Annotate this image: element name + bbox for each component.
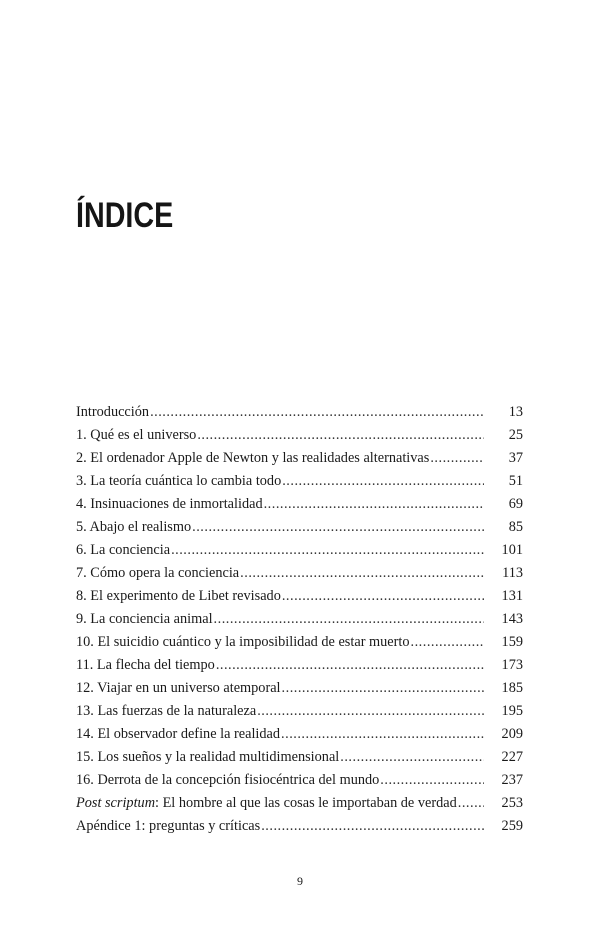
dot-leader bbox=[150, 401, 484, 424]
toc-entry bbox=[76, 677, 523, 700]
dot-leader bbox=[197, 424, 484, 447]
toc-entry bbox=[76, 424, 523, 447]
dot-leader bbox=[282, 585, 484, 608]
toc-entry bbox=[76, 493, 523, 516]
toc-entry-title: 2. El ordenador Apple de Newton y las realidades alternativas bbox=[76, 450, 430, 466]
dot-leader bbox=[340, 746, 484, 769]
table-of-contents bbox=[76, 401, 523, 838]
toc-entry-title-rest: : El hombre al que las cosas le importaban de verdad bbox=[155, 795, 457, 811]
toc-entry-page: 69 bbox=[508, 496, 523, 512]
toc-entry-title: 1. Qué es el universo bbox=[76, 427, 197, 443]
toc-entry-title: 10. El suicidio cuántico y la imposibilidad de estar muerto bbox=[76, 634, 410, 650]
toc-entry-page: 101 bbox=[501, 542, 523, 558]
toc-entry-page: 253 bbox=[501, 795, 523, 811]
toc-entry-title: 7. Cómo opera la conciencia bbox=[76, 565, 240, 581]
toc-entry bbox=[76, 401, 523, 424]
page-title: ÍNDICE bbox=[76, 196, 174, 235]
toc-entry-page: 37 bbox=[508, 450, 523, 466]
toc-entry-title: 8. El experimento de Libet revisado bbox=[76, 588, 281, 604]
toc-entry-title-italic: Post scriptum bbox=[76, 795, 156, 811]
dot-leader bbox=[380, 769, 484, 792]
toc-entry bbox=[76, 470, 523, 493]
toc-entry bbox=[76, 631, 523, 654]
toc-entry-page: 13 bbox=[508, 404, 523, 420]
toc-entry-page: 173 bbox=[501, 657, 523, 673]
toc-entry-page: 227 bbox=[501, 749, 523, 765]
dot-leader bbox=[458, 792, 484, 815]
toc-entry-page: 85 bbox=[508, 519, 523, 535]
dot-leader bbox=[282, 677, 484, 700]
toc-entry-title: 3. La teoría cuántica lo cambia todo bbox=[76, 473, 282, 489]
toc-entry bbox=[76, 815, 523, 838]
dot-leader bbox=[282, 470, 484, 493]
toc-entry-title: 12. Viajar en un universo atemporal bbox=[76, 680, 281, 696]
toc-entry-title: 5. Abajo el realismo bbox=[76, 519, 192, 535]
toc-entry-title: Introducción bbox=[76, 404, 150, 420]
toc-entry-title: 4. Insinuaciones de inmortalidad bbox=[76, 496, 263, 512]
toc-entry bbox=[76, 654, 523, 677]
dot-leader bbox=[257, 700, 484, 723]
dot-leader bbox=[430, 447, 484, 470]
toc-entry bbox=[76, 516, 523, 539]
toc-entry-page: 131 bbox=[501, 588, 523, 604]
toc-entry bbox=[76, 792, 523, 815]
dot-leader bbox=[216, 654, 484, 677]
toc-entry-page: 143 bbox=[501, 611, 523, 627]
toc-entry bbox=[76, 608, 523, 631]
dot-leader bbox=[411, 631, 484, 654]
dot-leader bbox=[261, 815, 484, 838]
toc-entry-page: 51 bbox=[508, 473, 523, 489]
toc-entry-title: 9. La conciencia animal bbox=[76, 611, 213, 627]
toc-entry bbox=[76, 562, 523, 585]
toc-entry-title: 11. La flecha del tiempo bbox=[76, 657, 215, 673]
dot-leader bbox=[171, 539, 484, 562]
toc-entry bbox=[76, 539, 523, 562]
toc-entry-title: 14. El observador define la realidad bbox=[76, 726, 281, 742]
dot-leader bbox=[240, 562, 484, 585]
toc-entry-title: 13. Las fuerzas de la naturaleza bbox=[76, 703, 257, 719]
toc-entry bbox=[76, 700, 523, 723]
dot-leader bbox=[192, 516, 484, 539]
toc-entry-page: 159 bbox=[501, 634, 523, 650]
toc-entry-page: 237 bbox=[501, 772, 523, 788]
toc-entry-title bbox=[76, 792, 457, 815]
toc-entry-title: 16. Derrota de la concepción fisiocéntrica del mundo bbox=[76, 772, 380, 788]
toc-entry-page: 209 bbox=[501, 726, 523, 742]
toc-entry bbox=[76, 585, 523, 608]
page-number: 9 bbox=[297, 874, 303, 888]
toc-entry bbox=[76, 723, 523, 746]
dot-leader bbox=[281, 723, 484, 746]
dot-leader bbox=[264, 493, 484, 516]
dot-leader bbox=[214, 608, 484, 631]
toc-entry-page: 25 bbox=[508, 427, 523, 443]
toc-entry-page: 185 bbox=[501, 680, 523, 696]
toc-entry bbox=[76, 447, 523, 470]
toc-entry-title: 15. Los sueños y la realidad multidimensional bbox=[76, 749, 340, 765]
toc-entry bbox=[76, 769, 523, 792]
toc-entry-page: 113 bbox=[502, 565, 523, 581]
toc-entry-title: Apéndice 1: preguntas y críticas bbox=[76, 818, 261, 834]
toc-entry-title: 6. La conciencia bbox=[76, 542, 171, 558]
toc-entry-page: 195 bbox=[501, 703, 523, 719]
toc-entry bbox=[76, 746, 523, 769]
toc-entry-page: 259 bbox=[501, 818, 523, 834]
